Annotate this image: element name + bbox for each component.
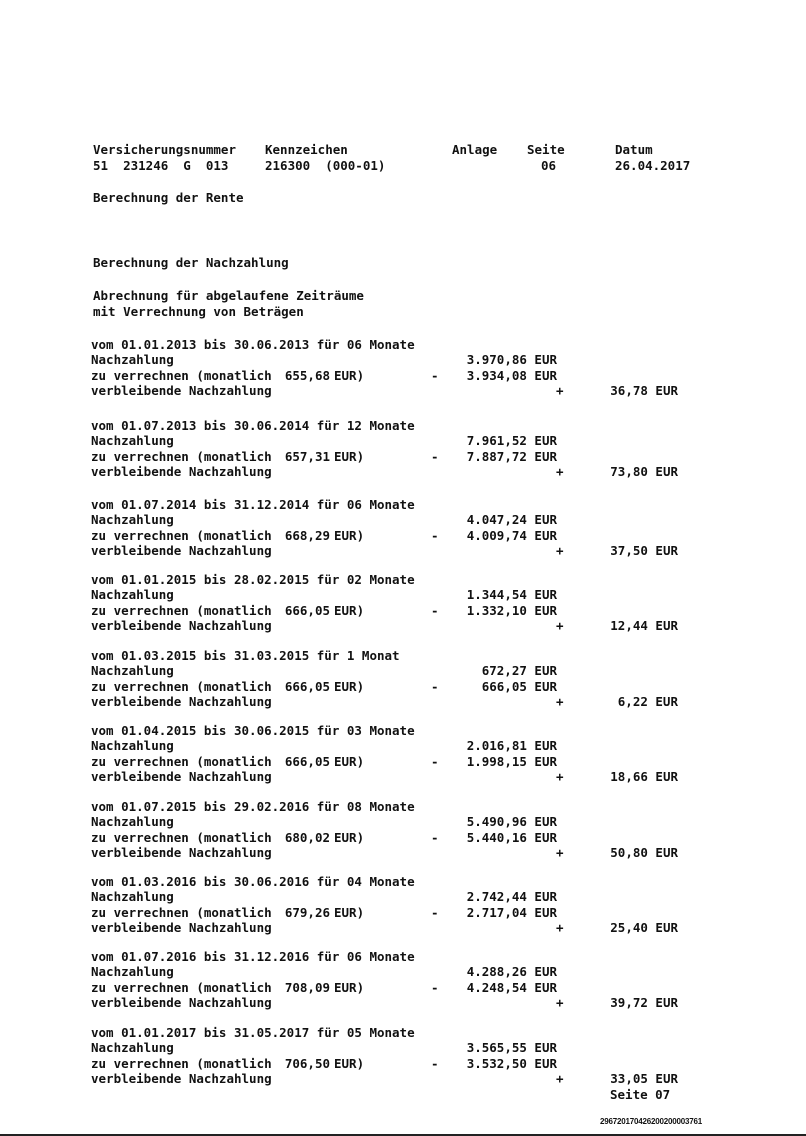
remaining-label: verbleibende Nachzahlung [91,543,272,558]
offset-currency: EUR) [334,368,365,383]
plus-sign: + [556,383,564,398]
remaining-amount: 25,40 EUR [610,920,678,935]
header-code-label: Kennzeichen [265,142,348,157]
period-title: vom 01.01.2013 bis 30.06.2013 für 06 Monate [91,337,415,352]
offset-currency: EUR) [334,1056,365,1071]
offset-currency: EUR) [334,754,365,769]
minus-sign: - [431,830,439,845]
offset-label: zu verrechnen (monatlich [91,1056,272,1071]
remaining-amount: 39,72 EUR [610,995,678,1010]
offset-label: zu verrechnen (monatlich [91,830,272,845]
period-title: vom 01.01.2017 bis 31.05.2017 für 05 Monate [91,1025,415,1040]
offset-label: zu verrechnen (monatlich [91,449,272,464]
payment-label: Nachzahlung [91,352,174,367]
offset-label: zu verrechnen (monatlich [91,980,272,995]
minus-sign: - [431,905,439,920]
offset-currency: EUR) [334,980,365,995]
payment-label: Nachzahlung [91,433,174,448]
continuation-page: Seite 07 [610,1087,671,1102]
minus-sign: - [431,679,439,694]
remaining-amount: 73,80 EUR [610,464,678,479]
header-date-label: Datum [615,142,653,157]
offset-currency: EUR) [334,449,365,464]
offset-amount: 1.998,15 EUR [466,754,557,769]
settlement-subtitle: mit Verrechnung von Beträgen [93,304,304,319]
monthly-amount: 680,02 [284,830,330,845]
offset-currency: EUR) [334,830,365,845]
period-title: vom 01.07.2013 bis 30.06.2014 für 12 Monate [91,418,415,433]
remaining-amount: 50,80 EUR [610,845,678,860]
remaining-amount: 37,50 EUR [610,543,678,558]
period-title: vom 01.03.2015 bis 31.03.2015 für 1 Monat [91,648,400,663]
payment-amount: 2.016,81 EUR [466,738,557,753]
minus-sign: - [431,528,439,543]
payment-amount: 5.490,96 EUR [466,814,557,829]
plus-sign: + [556,464,564,479]
remaining-amount: 33,05 EUR [610,1071,678,1086]
offset-amount: 4.248,54 EUR [466,980,557,995]
offset-amount: 1.332,10 EUR [466,603,557,618]
payment-label: Nachzahlung [91,889,174,904]
payment-label: Nachzahlung [91,738,174,753]
period-title: vom 01.01.2015 bis 28.02.2015 für 02 Monate [91,572,415,587]
offset-amount: 2.717,04 EUR [466,905,557,920]
plus-sign: + [556,1071,564,1086]
period-title: vom 01.07.2014 bis 31.12.2014 für 06 Monate [91,497,415,512]
monthly-amount: 708,09 [284,980,330,995]
minus-sign: - [431,449,439,464]
offset-amount: 3.532,50 EUR [466,1056,557,1071]
offset-label: zu verrechnen (monatlich [91,754,272,769]
offset-amount: 666,05 EUR [481,679,557,694]
remaining-label: verbleibende Nachzahlung [91,995,272,1010]
monthly-amount: 668,29 [284,528,330,543]
minus-sign: - [431,980,439,995]
payment-amount: 3.970,86 EUR [466,352,557,367]
plus-sign: + [556,618,564,633]
payment-amount: 4.288,26 EUR [466,964,557,979]
remaining-amount: 12,44 EUR [610,618,678,633]
section-title: Berechnung der Rente [93,190,244,205]
period-title: vom 01.07.2015 bis 29.02.2016 für 08 Monate [91,799,415,814]
offset-currency: EUR) [334,905,365,920]
plus-sign: + [556,694,564,709]
monthly-amount: 655,68 [284,368,330,383]
plus-sign: + [556,845,564,860]
offset-amount: 5.440,16 EUR [466,830,557,845]
plus-sign: + [556,543,564,558]
offset-label: zu verrechnen (monatlich [91,368,272,383]
offset-amount: 7.887,72 EUR [466,449,557,464]
period-title: vom 01.07.2016 bis 31.12.2016 für 06 Monate [91,949,415,964]
payment-label: Nachzahlung [91,587,174,602]
minus-sign: - [431,1056,439,1071]
remaining-label: verbleibende Nachzahlung [91,464,272,479]
settlement-title: Abrechnung für abgelaufene Zeiträume [93,288,364,303]
payment-label: Nachzahlung [91,814,174,829]
header-attachment-label: Anlage [452,142,498,157]
monthly-amount: 666,05 [284,679,330,694]
period-title: vom 01.03.2016 bis 30.06.2016 für 04 Monate [91,874,415,889]
payment-amount: 3.565,55 EUR [466,1040,557,1055]
remaining-label: verbleibende Nachzahlung [91,383,272,398]
offset-label: zu verrechnen (monatlich [91,603,272,618]
header-page-label: Seite [527,142,565,157]
payment-label: Nachzahlung [91,964,174,979]
period-title: vom 01.04.2015 bis 30.06.2015 für 03 Monate [91,723,415,738]
offset-label: zu verrechnen (monatlich [91,905,272,920]
offset-amount: 4.009,74 EUR [466,528,557,543]
offset-currency: EUR) [334,528,365,543]
monthly-amount: 679,26 [284,905,330,920]
remaining-label: verbleibende Nachzahlung [91,769,272,784]
code-value: 216300 (000-01) [265,158,386,173]
page-number: 06 [541,158,557,173]
offset-currency: EUR) [334,679,365,694]
remaining-label: verbleibende Nachzahlung [91,845,272,860]
remaining-amount: 18,66 EUR [610,769,678,784]
barcode-number: 29672017042620020000376​1 [600,1117,702,1126]
payment-amount: 4.047,24 EUR [466,512,557,527]
minus-sign: - [431,368,439,383]
monthly-amount: 706,50 [284,1056,330,1071]
payment-amount: 2.742,44 EUR [466,889,557,904]
remaining-label: verbleibende Nachzahlung [91,1071,272,1086]
payment-label: Nachzahlung [91,1040,174,1055]
offset-label: zu verrechnen (monatlich [91,679,272,694]
subsection-title: Berechnung der Nachzahlung [93,255,289,270]
minus-sign: - [431,603,439,618]
monthly-amount: 657,31 [284,449,330,464]
plus-sign: + [556,995,564,1010]
monthly-amount: 666,05 [284,754,330,769]
monthly-amount: 666,05 [284,603,330,618]
offset-amount: 3.934,08 EUR [466,368,557,383]
plus-sign: + [556,920,564,935]
payment-label: Nachzahlung [91,512,174,527]
payment-amount: 1.344,54 EUR [466,587,557,602]
remaining-label: verbleibende Nachzahlung [91,694,272,709]
header-insurance-label: Versicherungsnummer [93,142,236,157]
payment-amount: 672,27 EUR [481,663,557,678]
insurance-number: 51 231246 G 013 [93,158,229,173]
remaining-amount: 36,78 EUR [610,383,678,398]
offset-label: zu verrechnen (monatlich [91,528,272,543]
remaining-label: verbleibende Nachzahlung [91,618,272,633]
payment-amount: 7.961,52 EUR [466,433,557,448]
remaining-amount: 6,22 EUR [617,694,678,709]
minus-sign: - [431,754,439,769]
payment-label: Nachzahlung [91,663,174,678]
offset-currency: EUR) [334,603,365,618]
remaining-label: verbleibende Nachzahlung [91,920,272,935]
document-date: 26.04.2017 [615,158,691,173]
plus-sign: + [556,769,564,784]
